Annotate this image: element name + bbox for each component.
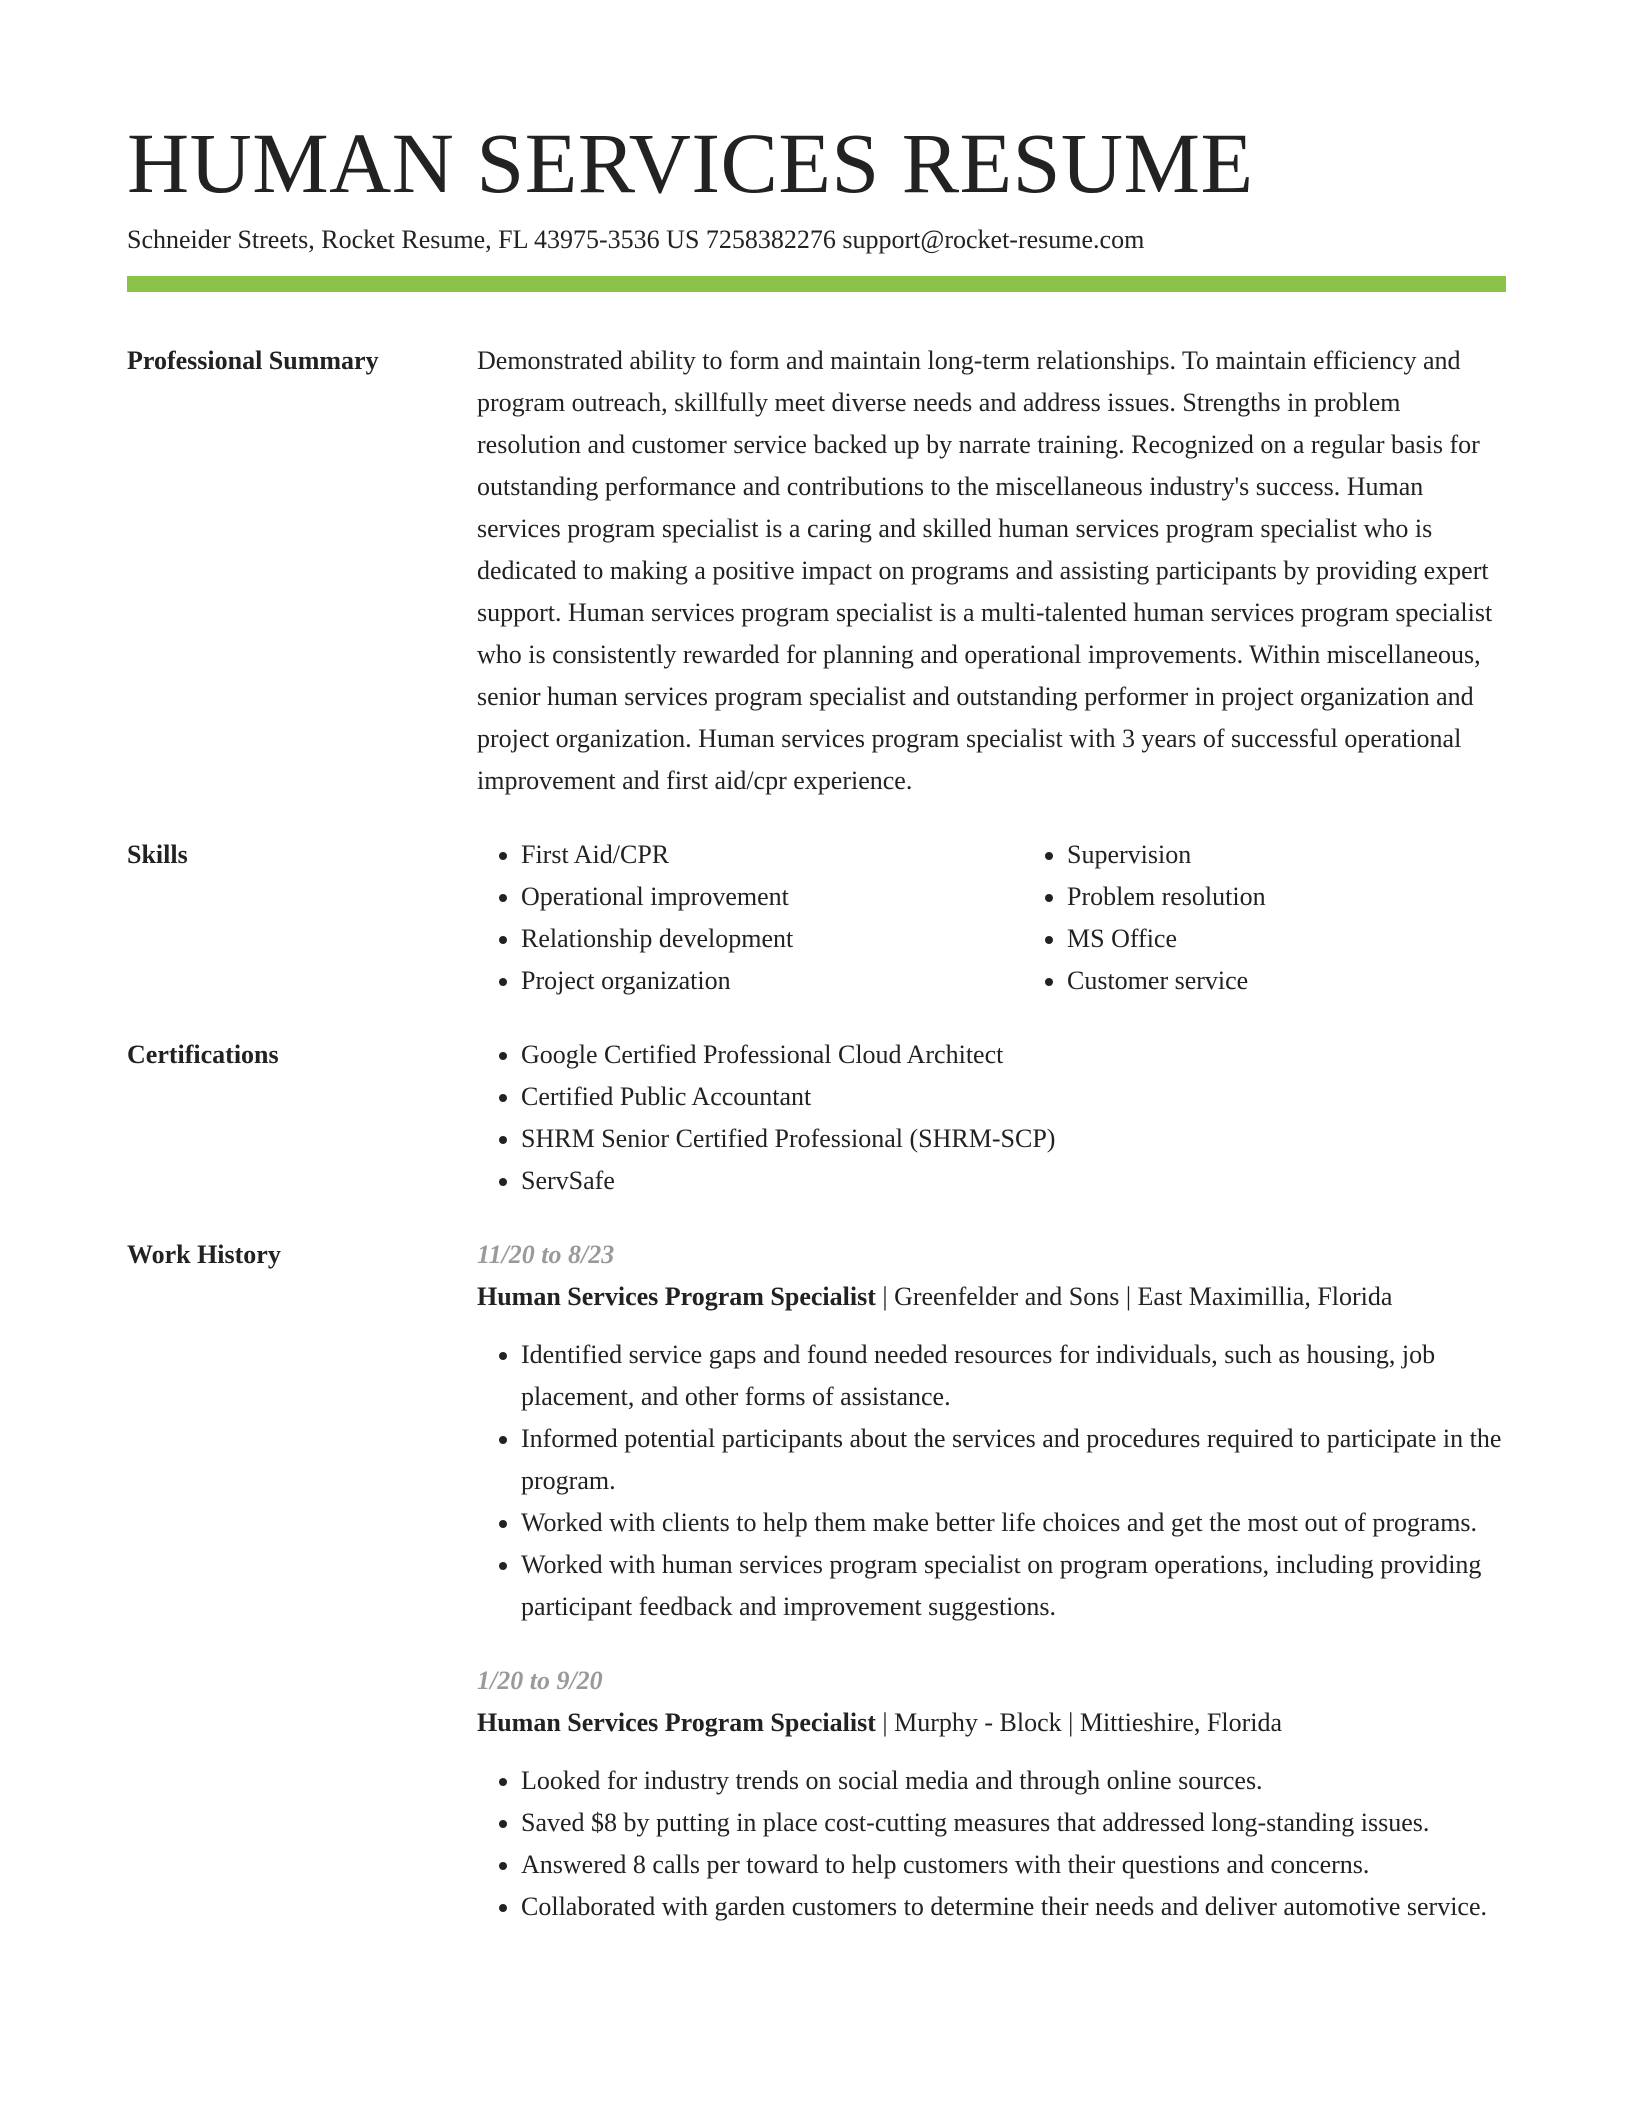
accent-divider bbox=[127, 276, 1506, 292]
certification-item: • Certified Public Accountant bbox=[521, 1076, 1506, 1118]
skills-columns bbox=[477, 834, 1569, 1002]
skill-item: • Operational improvement bbox=[521, 876, 1023, 918]
contact-line: Schneider Streets, Rocket Resume, FL 43975-3536 US 7258382276 support@rocket-resume.com bbox=[127, 224, 1145, 254]
job-dates: 1/20 to 9/20 bbox=[477, 1666, 603, 1696]
skill-item: • Supervision bbox=[1067, 834, 1569, 876]
skills-list-left bbox=[477, 834, 1023, 1002]
job-heading bbox=[477, 1702, 1506, 1744]
job-bullet: • Answered 8 calls per toward to help customers with their questions and concerns. bbox=[521, 1844, 1506, 1886]
job-entry bbox=[477, 1234, 1506, 1628]
job-bullet: • Looked for industry trends on social media and through online sources. bbox=[521, 1760, 1506, 1802]
work-history-label: Work History bbox=[127, 1240, 281, 1270]
job-dates: 11/20 to 8/23 bbox=[477, 1240, 615, 1270]
certifications-label: Certifications bbox=[127, 1040, 279, 1070]
job-details: | Murphy - Block | Mittieshire, Florida bbox=[875, 1708, 1283, 1738]
job-title: Human Services Program Specialist bbox=[477, 1708, 876, 1738]
skill-item: • Problem resolution bbox=[1067, 876, 1569, 918]
certification-item: • SHRM Senior Certified Professional (SHRM-SCP) bbox=[521, 1118, 1506, 1160]
work-history-section bbox=[127, 1234, 1506, 1928]
certifications-list bbox=[477, 1034, 1506, 1202]
job-bullet: • Saved $8 by putting in place cost-cutting measures that addressed long-standing issues. bbox=[521, 1802, 1506, 1844]
skill-item: • MS Office bbox=[1067, 918, 1569, 960]
summary-section bbox=[127, 340, 1506, 802]
job-bullet: • Worked with clients to help them make better life choices and get the most out of programs. bbox=[521, 1502, 1506, 1544]
job-title: Human Services Program Specialist bbox=[477, 1282, 876, 1312]
job-bullet: • Collaborated with garden customers to determine their needs and deliver automotive service. bbox=[521, 1886, 1506, 1928]
job-entry bbox=[477, 1660, 1506, 1928]
certification-item: • Google Certified Professional Cloud Architect bbox=[521, 1034, 1506, 1076]
job-bullets bbox=[477, 1760, 1506, 1928]
skills-list-right bbox=[1023, 834, 1569, 1002]
certification-item: • ServSafe bbox=[521, 1160, 1506, 1202]
certifications-content bbox=[477, 1034, 1506, 1202]
skills-section bbox=[127, 834, 1506, 1002]
skill-item: • Project organization bbox=[521, 960, 1023, 1002]
job-bullet: • Informed potential participants about the services and procedures required to participate in the program. bbox=[521, 1418, 1506, 1502]
job-details: | Greenfelder and Sons | East Maximillia, Florida bbox=[875, 1282, 1393, 1312]
job-heading bbox=[477, 1276, 1506, 1318]
job-bullet: • Identified service gaps and found needed resources for individuals, such as housing, job placement, and other forms of assistance. bbox=[521, 1334, 1506, 1418]
skill-item: • Customer service bbox=[1067, 960, 1569, 1002]
summary-label: Professional Summary bbox=[127, 346, 379, 376]
skill-item: • Relationship development bbox=[521, 918, 1023, 960]
resume-title: HUMAN SERVICES RESUME bbox=[127, 115, 1254, 211]
summary-text: Demonstrated ability to form and maintain long-term relationships. To maintain efficiency and program outreach, skillfully meet diverse needs and address issues. Strengths in problem resolution and customer service backed up by narrate training. Recognized on a regular basis for outstanding performance and contributions to the miscellaneous industry's success. Human services program specialist is a caring and skilled human services program specialist who is dedicated to making a positive impact on programs and assisting participants by providing expert support. Human services program specialist is a multi-talented human services program specialist who is consistently rewarded for planning and operational improvements. Within miscellaneous, senior human services program specialist and outstanding performer in project organization and project organization. Human services program specialist with 3 years of successful operational improvement and first aid/cpr experience. bbox=[477, 346, 1493, 796]
skills-label: Skills bbox=[127, 840, 188, 870]
skill-item: • First Aid/CPR bbox=[521, 834, 1023, 876]
job-bullets bbox=[477, 1334, 1506, 1628]
job-bullet: • Worked with human services program specialist on program operations, including providing participant feedback and improvement suggestions. bbox=[521, 1544, 1506, 1628]
certifications-section bbox=[127, 1034, 1506, 1202]
work-history-content bbox=[477, 1234, 1506, 1928]
